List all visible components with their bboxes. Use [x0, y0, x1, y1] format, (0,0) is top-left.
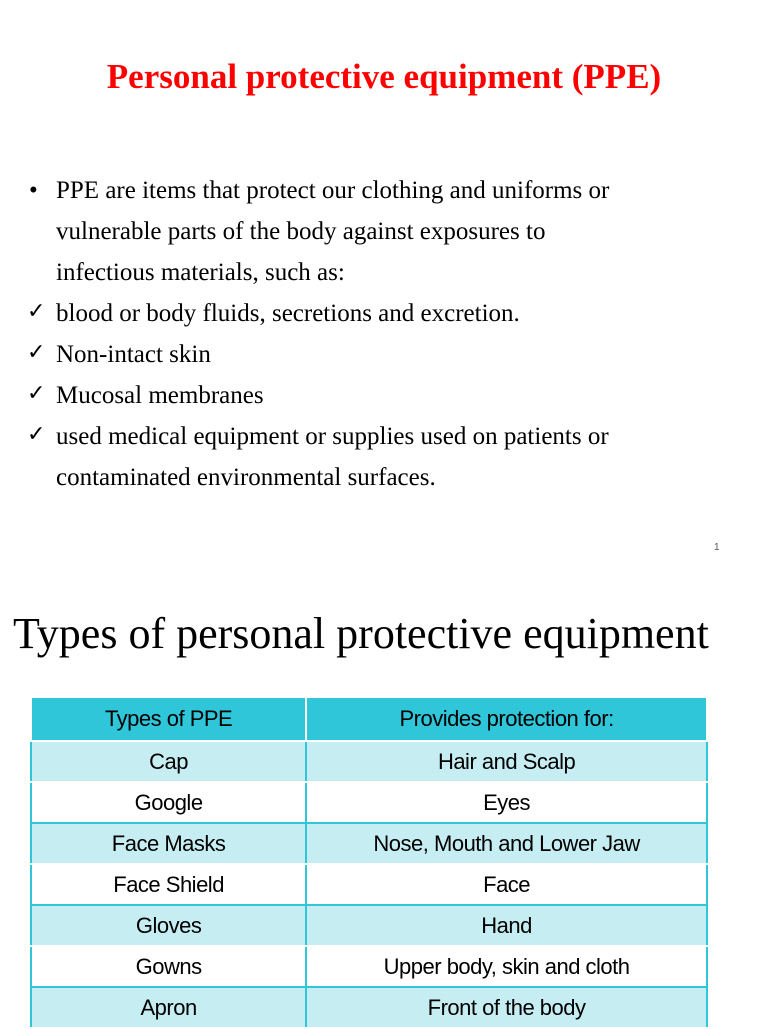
check-mark-icon: ✓ [27, 422, 46, 447]
check-mark-icon: ✓ [27, 340, 46, 365]
protection-cell: Nose, Mouth and Lower Jaw [306, 823, 707, 864]
ppe-type-cell: Apron [31, 987, 306, 1028]
slide-2 [0, 575, 768, 1024]
protection-cell: Hand [306, 905, 707, 946]
table-row [31, 741, 707, 782]
ppe-table [30, 696, 708, 1029]
table-row [31, 782, 707, 823]
check-item-text-continued: contaminated environmental surfaces. [56, 464, 436, 491]
bullet-dot-icon: • [29, 177, 38, 204]
protection-cell: Front of the body [306, 987, 707, 1028]
check-item-text: used medical equipment or supplies used on patients or [56, 423, 609, 450]
table-row [31, 864, 707, 905]
page-number: 1 [714, 542, 720, 553]
column-header: Types of PPE [31, 697, 306, 741]
ppe-type-cell: Face Masks [31, 823, 306, 864]
slide-title: Personal protective equipment (PPE) [106, 57, 662, 96]
intro-line-3: infectious materials, such as: [56, 259, 345, 286]
table-row [31, 905, 707, 946]
ppe-type-cell: Gowns [31, 946, 306, 987]
slide-title: Types of personal protective equipment [13, 609, 709, 658]
intro-line-1: PPE are items that protect our clothing and uniforms or [56, 177, 610, 204]
ppe-type-cell: Google [31, 782, 306, 823]
protection-cell: Upper body, skin and cloth [306, 946, 707, 987]
check-mark-icon: ✓ [27, 299, 46, 324]
table-row [31, 987, 707, 1028]
ppe-type-cell: Gloves [31, 905, 306, 946]
check-item-text: blood or body fluids, secretions and excretion. [56, 300, 520, 327]
check-mark-icon: ✓ [27, 381, 46, 406]
ppe-type-cell: Cap [31, 741, 306, 782]
check-item-text: Non-intact skin [56, 341, 211, 368]
column-header: Provides protection for: [306, 697, 707, 741]
ppe-type-cell: Face Shield [31, 864, 306, 905]
table-header-row [31, 697, 707, 741]
check-item-text: Mucosal membranes [56, 382, 264, 409]
protection-cell: Hair and Scalp [306, 741, 707, 782]
intro-line-2: vulnerable parts of the body against exposures to [56, 218, 546, 245]
table-row [31, 946, 707, 987]
protection-cell: Face [306, 864, 707, 905]
table-row [31, 823, 707, 864]
protection-cell: Eyes [306, 782, 707, 823]
